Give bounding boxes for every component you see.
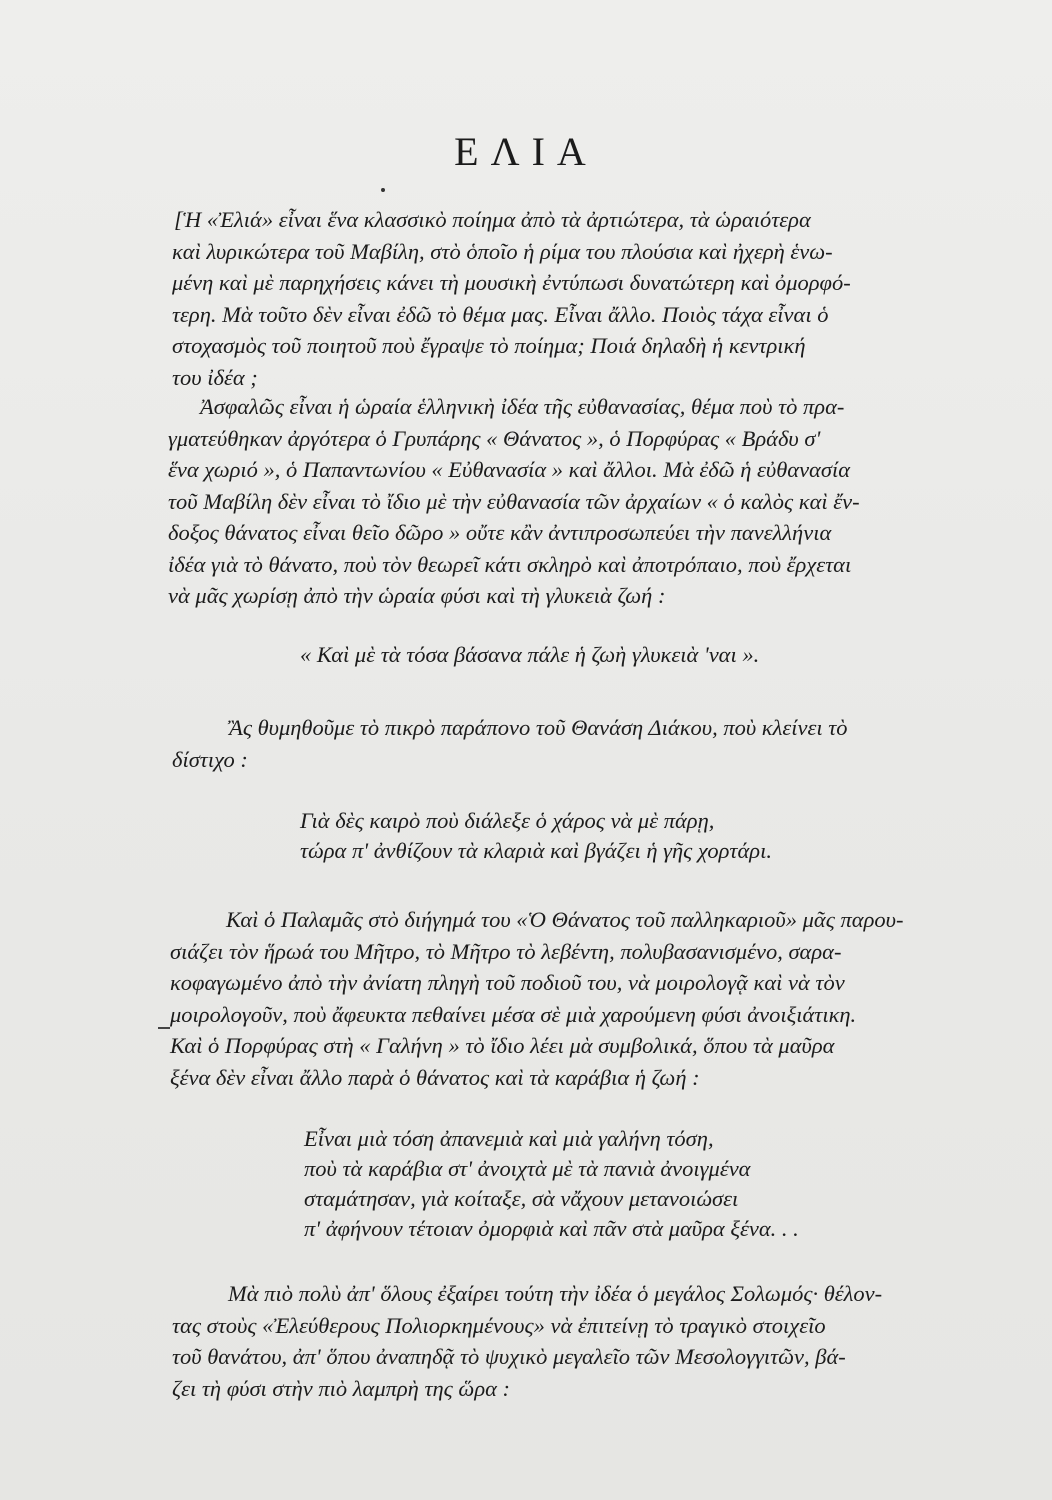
text-line: στοχασμὸς τοῦ ποιητοῦ ποὺ ἔγραψε τὸ ποίημα; Ποιά δηλαδὴ ἡ κεντρική — [172, 333, 806, 358]
text-line: ἕνα χωριό », ὁ Παπαντωνίου « Εὐθανασία » καὶ ἄλλοι. Μὰ ἐδῶ ἡ εὐθανασία — [168, 457, 851, 482]
text-line: κοφαγωμένο ἀπὸ τὴν ἀνίατη πληγὴ τοῦ ποδιοῦ του, νὰ μοιρολογᾷ καὶ νὰ τὸν — [170, 970, 845, 995]
quote-line-ζωὴ — [300, 640, 759, 670]
text-line: νὰ μᾶς χωρίσῃ ἀπὸ τὴν ὡραία φύσι καὶ τὴ γλυκειὰ ζωή : — [168, 583, 666, 608]
text-line: μοιρολογοῦν, ποὺ ἄφευκτα πεθαίνει μέσα σὲ μιὰ χαρούμενη φύσι ἀνοιξιάτικη. — [170, 1001, 857, 1027]
text-line: ἰδέα γιὰ τὸ θάνατο, ποὺ τὸν θεωρεῖ κάτι σκληρὸ καὶ ἀποτρόπαιο, ποὺ ἔρχεται — [168, 551, 852, 577]
verse-line: τώρα π' ἀνθίζουν τὰ κλαριὰ καὶ βγάζει ἡ γῆς χορτάρι. — [300, 838, 772, 863]
page-title: ΕΛΙΑ — [454, 129, 598, 174]
text-line: Μὰ πιὸ πολὺ ἀπ' ὅλους ἐξαίρει τούτη τὴν ἰδέα ὁ μεγάλος Σολωμός· θέλον- — [228, 1281, 883, 1306]
verse-line: ποὺ τὰ καράβια στ' ἀνοιχτὰ μὲ τὰ πανιὰ ἀνοιγμένα — [304, 1156, 751, 1181]
text-line: Ἀσφαλῶς εἶναι ἡ ὡραία ἑλληνικὴ ἰδέα τῆς εὐθανασίας, θέμα ποὺ τὸ πρα- — [200, 394, 845, 419]
paragraph-solomos — [172, 1278, 978, 1404]
verse-line: π' ἀφήνουν τέτοιαν ὀμορφιὰ καὶ πᾶν στὰ μαῦρα ξένα. . . — [304, 1216, 799, 1241]
text-line: τας στοὺς «Ἐλεύθερους Πολιορκημένους» νὰ ἐπιτείνῃ τὸ τραγικὸ στοιχεῖο — [172, 1312, 826, 1338]
verse-line: Εἶναι μιὰ τόση ἀπανεμιὰ καὶ μιὰ γαλήνη τόση, — [304, 1126, 714, 1151]
verse-line: σταμάτησαν, γιὰ κοίταξε, σὰ νἄχουν μετανοιώσει — [304, 1186, 739, 1211]
text-line: τοῦ θανάτου, ἀπ' ὅπου ἀναπηδᾷ τὸ ψυχικὸ μεγαλεῖο τῶν Μεσολογγιτῶν, βά- — [172, 1344, 846, 1369]
text-line: σιάζει τὸν ἥρωά του Μῆτρο, τὸ Μῆτρο τὸ λεβέντη, πολυβασανισμένο, σαρα- — [170, 938, 842, 964]
text-line: δίστιχο : — [172, 746, 248, 772]
text-line: μένη καὶ μὲ παρηχήσεις κάνει τὴ μουσικὴ ἐντύπωσι δυνατώτερη καὶ ὀμορφό- — [172, 270, 851, 295]
text-line: ζει τὴ φύσι στὴν πιὸ λαμπρὴ της ὥρα : — [172, 1375, 511, 1401]
quote-distich — [300, 806, 772, 866]
quote-galini — [304, 1124, 799, 1244]
margin-pen-mark — [158, 1027, 170, 1029]
text-line: δοξος θάνατος εἶναι θεῖο δῶρο » οὔτε κἂν ἀντιπροσωπεύει τὴν πανελλήνια — [168, 520, 832, 545]
text-line: Καὶ ὁ Παλαμᾶς στὸ διήγημά του «Ὁ Θάνατος τοῦ παλληκαριοῦ» μᾶς παρου- — [226, 907, 904, 932]
text-line: τοῦ Μαβίλη δὲν εἶναι τὸ ἴδιο μὲ τὴν εὐθανασία τῶν ἀρχαίων « ὁ καλὸς καὶ ἔν- — [168, 488, 860, 514]
text-line: τερη. Μὰ τοῦτο δὲν εἶναι ἐδῶ τὸ θέμα μας. Εἶναι ἄλλο. Ποιὸς τάχα εἶναι ὁ — [172, 301, 829, 327]
ink-dot — [381, 188, 385, 192]
intro-paragraph — [172, 204, 972, 393]
paragraph-asfalos — [168, 391, 974, 612]
paragraph-palamas — [170, 904, 976, 1093]
text-line: του ἰδέα ; — [172, 364, 258, 390]
verse-line: Γιὰ δὲς καιρὸ ποὺ διάλεξε ὁ χάρος νὰ μὲ πάρῃ, — [300, 808, 715, 833]
text-line: [Ἡ «Ἐλιά» εἶναι ἕνα κλασσικὸ ποίημα ἀπὸ τὰ ἀρτιώτερα, τὰ ὡραιότερα — [174, 207, 811, 232]
text-line: ξένα δὲν εἶναι ἄλλο παρὰ ὁ θάνατος καὶ τὰ καράβια ἡ ζωή : — [170, 1064, 700, 1090]
text-line: Καὶ ὁ Πορφύρας στὴ « Γαλήνη » τὸ ἴδιο λέει μὰ συμβολικά, ὅπου τὰ μαῦρα — [170, 1033, 835, 1058]
text-line: Ἂς θυμηθοῦμε τὸ πικρὸ παράπονο τοῦ Θανάση Διάκου, ποὺ κλείνει τὸ — [228, 715, 848, 740]
verse-line: « Καὶ μὲ τὰ τόσα βάσανα πάλε ἡ ζωὴ γλυκειὰ 'ναι ». — [300, 642, 760, 667]
paragraph-diakos — [172, 712, 972, 775]
text-line: γματεύθηκαν ἀργότερα ὁ Γρυπάρης « Θάνατος », ὁ Πορφύρας « Βράδυ σ' — [168, 425, 821, 451]
text-line: καὶ λυρικώτερα τοῦ Μαβίλη, στὸ ὁποῖο ἡ ρίμα του πλούσια καὶ ἠχερὴ ἑνω- — [172, 238, 833, 264]
